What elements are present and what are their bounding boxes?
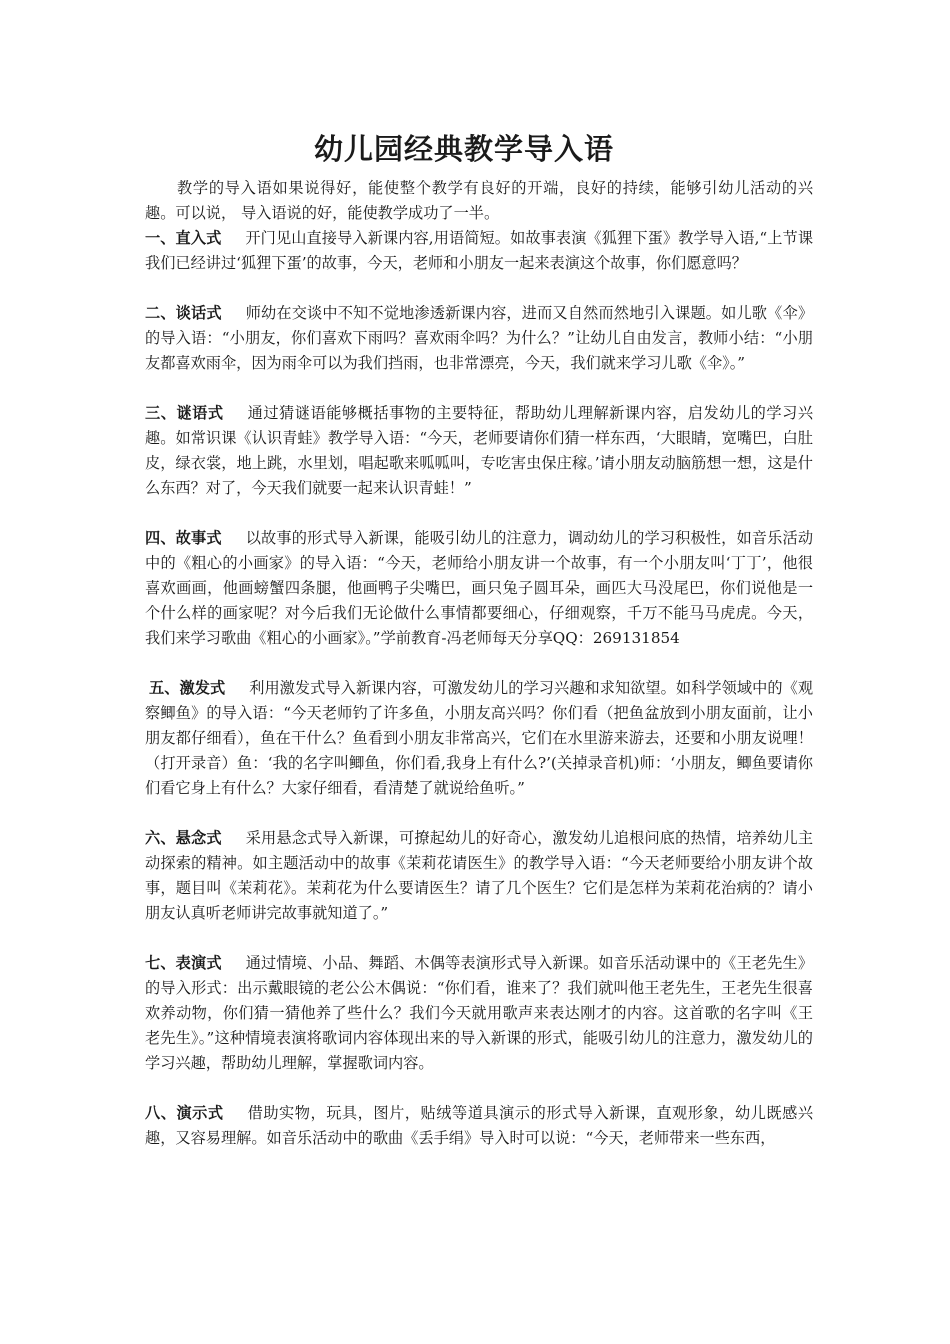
section-text: 采用悬念式导入新课，可撩起幼儿的好奇心，激发幼儿追根问底的热情，培养幼儿主动探索的精神。如主题活动中的故事《茉莉花请医生》的教学导入语：“今天老师要给小朋友讲个故事，题目叫《茉莉花》。茉莉花为什么要请医生？请了几个医生？它们是怎样为茉莉花治病的？请小朋友认真听老师讲完故事就知道了。”	[145, 829, 814, 922]
section-heading: 七、表演式	[145, 954, 222, 972]
section-text: 师幼在交谈中不知不觉地渗透新课内容，进而又自然而然地引入课题。如儿歌《伞》的导入语：“小朋友，你们喜欢下雨吗？喜欢雨伞吗？为什么？”让幼儿自由发言，教师小结：“小朋友都喜欢雨伞，因为雨伞可以为我们挡雨，也非常漂亮，今天，我们就来学习儿歌《伞》。”	[145, 304, 814, 372]
section-heading: 二、谈话式	[145, 304, 222, 322]
section-performance	[145, 951, 813, 1076]
section-direct	[145, 226, 813, 276]
section-demonstration	[145, 1101, 813, 1151]
section-heading: 八、演示式	[145, 1104, 224, 1122]
section-stimulate	[145, 676, 813, 801]
document-page	[145, 128, 813, 1151]
section-story	[145, 526, 813, 651]
section-text: 以故事的形式导入新课，能吸引幼儿的注意力，调动幼儿的学习积极性，如音乐活动中的《粗心的小画家》的导入语：“今天，老师给小朋友讲一个故事，有一个小朋友叫‘丁丁’，他很喜欢画画，他画螃蟹四条腿，他画鸭子尖嘴巴，画只兔子圆耳朵，画匹大马没尾巴，你们说他是一个什么样的画家呢？对今后我们无论做什么事情都要细心，仔细观察，千万不能马马虎虎。今天，我们来学习歌曲《粗心的小画家》。”学前教育-冯老师每天分享QQ：269131854	[145, 529, 814, 647]
section-heading: 三、谜语式	[145, 404, 224, 422]
section-text: 利用激发式导入新课内容，可激发幼儿的学习兴趣和求知欲望。如科学领域中的《观察鲫鱼》的导入语：“今天老师钓了许多鱼，小朋友高兴吗？你们看（把鱼盆放到小朋友面前，让小朋友都仔细看），鱼在干什么？鱼看到小朋友非常高兴，它们在水里游来游去，还要和小朋友说哩！（打开录音）鱼：‘我的名字叫鲫鱼，你们看,我身上有什么?’(关掉录音机)师：‘小朋友，鲫鱼要请你们看它身上有什么？大家仔细看，看清楚了就说给鱼听。”	[145, 679, 814, 797]
section-riddle	[145, 401, 813, 501]
section-text: 借助实物，玩具，图片，贴绒等道具演示的形式导入新课，直观形象，幼儿既感兴趣，又容易理解。如音乐活动中的歌曲《丢手绢》导入时可以说：“今天，老师带来一些东西，	[145, 1104, 814, 1147]
section-heading: 一、直入式	[145, 229, 222, 247]
section-heading: 六、悬念式	[145, 829, 222, 847]
section-text: 通过猜谜语能够概括事物的主要特征，帮助幼儿理解新课内容，启发幼儿的学习兴趣。如常识课《认识青蛙》教学导入语：“今天，老师要请你们猜一样东西，‘大眼睛，宽嘴巴，白肚皮，绿衣裳，地上跳，水里划，唱起歌来呱呱叫，专吃害虫保庄稼。’请小朋友动脑筋想一想，这是什么东西？对了，今天我们就要一起来认识青蛙！”	[145, 404, 814, 497]
section-suspense	[145, 826, 813, 926]
section-heading: 四、故事式	[145, 529, 222, 547]
section-text: 通过情境、小品、舞蹈、木偶等表演形式导入新课。如音乐活动课中的《王老先生》的导入形式：出示戴眼镜的老公公木偶说：“你们看，谁来了？我们就叫他王老先生，王老先生很喜欢养动物，你们猜一猜他养了些什么？我们今天就用歌声来表达刚才的内容。这首歌的名字叫《王老先生》。”这种情境表演将歌词内容体现出来的导入新课的形式，能吸引幼儿的注意力，激发幼儿的学习兴趣，帮助幼儿理解，掌握歌词内容。	[145, 954, 814, 1072]
section-heading: 五、激发式	[149, 679, 226, 697]
document-title: 幼儿园经典教学导入语	[313, 132, 614, 166]
section-conversation	[145, 301, 813, 376]
intro-paragraph: 教学的导入语如果说得好，能使整个教学有良好的开端，良好的持续，能够引幼儿活动的兴趣。可以说， 导入语说的好，能使教学成功了一半。	[145, 179, 813, 222]
section-text: 开门见山直接导入新课内容,用语简短。如故事表演《狐狸下蛋》教学导入语,“上节课我们已经讲过‘狐狸下蛋’的故事，今天，老师和小朋友一起来表演这个故事，你们愿意吗？	[145, 229, 814, 272]
